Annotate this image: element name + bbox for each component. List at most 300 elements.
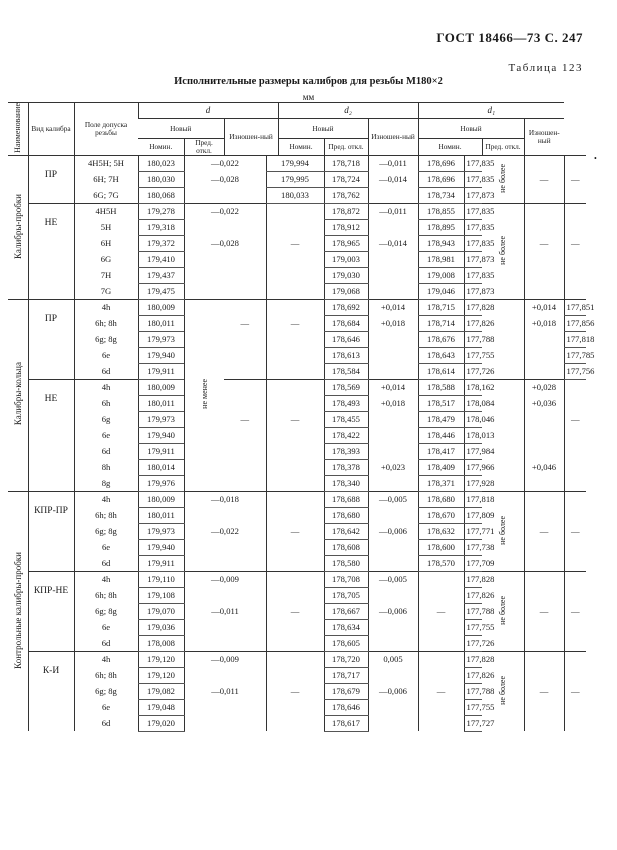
- d1-nominal: 177,835: [464, 203, 482, 219]
- d2-nominal: 178,684: [324, 315, 368, 331]
- d-nominal: 179,973: [138, 331, 184, 347]
- d2-nominal: 178,646: [324, 331, 368, 347]
- d-worn: [266, 475, 324, 491]
- d2-nominal: 178,646: [324, 699, 368, 715]
- d-pred: —: [240, 414, 250, 424]
- d2-worn: 178,696: [418, 155, 464, 171]
- d2-nominal: 178,720: [324, 651, 368, 667]
- d1-nominal: 177,873: [464, 283, 482, 299]
- table-row: [8, 203, 586, 219]
- d-worn: [266, 651, 324, 667]
- d2-pred: —0,005: [368, 571, 418, 587]
- col-d2-nomin: Номин.: [278, 139, 324, 155]
- d1-worn: —: [564, 683, 586, 699]
- d2-worn: 178,600: [418, 539, 464, 555]
- d-nominal: 179,120: [138, 667, 184, 683]
- d-nominal: 179,108: [138, 587, 184, 603]
- d2-worn: [418, 571, 464, 587]
- col-d-nomin: Номин.: [138, 139, 184, 155]
- d2-worn: 178,614: [418, 363, 464, 379]
- col-d1-nomin: Номин.: [418, 139, 482, 155]
- d2-pred: [368, 539, 418, 555]
- d2-pred: [368, 347, 418, 363]
- d-nominal: 180,009: [138, 299, 184, 315]
- d-worn: [266, 219, 324, 235]
- table-row: [8, 331, 586, 347]
- d2-worn: 178,570: [418, 555, 464, 571]
- d-pred: [184, 507, 266, 523]
- tolerance-field: 7H: [74, 267, 138, 283]
- d-worn: [266, 587, 324, 603]
- d2-nominal: 178,393: [324, 443, 368, 459]
- d2-pred: +0,014: [368, 299, 418, 315]
- d1-worn: [564, 267, 586, 283]
- tolerance-field: 7G: [74, 283, 138, 299]
- d1-pred: +0,036: [524, 395, 564, 411]
- d-nominal: 180,014: [138, 459, 184, 475]
- d2-nominal: 178,680: [324, 507, 368, 523]
- d-worn: [266, 507, 324, 523]
- calibre-type: ПР: [28, 299, 74, 379]
- d1-pred: —: [524, 171, 564, 187]
- d1-worn: [564, 619, 586, 635]
- d1-worn: [564, 187, 586, 203]
- d2-worn: 179,046: [418, 283, 464, 299]
- d1-pred: +0,028: [524, 379, 564, 395]
- d-worn: 179,995: [266, 171, 324, 187]
- d2-pred: +0,014: [368, 379, 418, 395]
- col-d2: d₂: [278, 103, 418, 119]
- d1-worn: —: [564, 523, 586, 539]
- d2-worn: 178,895: [418, 219, 464, 235]
- d2-worn: 178,676: [418, 331, 464, 347]
- d2-pred: [368, 715, 418, 731]
- d-nominal: 179,278: [138, 203, 184, 219]
- d-worn: [266, 251, 324, 267]
- d-worn: —: [266, 235, 324, 251]
- tolerance-field: 6h; 8h: [74, 667, 138, 683]
- d-pred: —0,022: [184, 155, 266, 171]
- d1-nominal: 177,966: [464, 459, 482, 475]
- d1-pred: +0,018: [524, 315, 564, 331]
- d1-worn: [564, 475, 586, 491]
- d2-worn: 178,715: [418, 299, 464, 315]
- note-ne-bolee: не более: [482, 491, 524, 571]
- units-label: мм: [302, 92, 315, 102]
- d2-pred: 0,005: [368, 651, 418, 667]
- d1-worn: [564, 379, 586, 395]
- d1-nominal: 177,738: [464, 539, 482, 555]
- d-pred: —0,009: [184, 651, 266, 667]
- d1-worn: [564, 715, 586, 731]
- d-pred: —0,022: [184, 523, 266, 539]
- d1-pred: [524, 667, 564, 683]
- d1-worn: [564, 459, 586, 475]
- d-worn: [266, 619, 324, 635]
- d-nominal: 180,068: [138, 187, 184, 203]
- table-row: [8, 363, 586, 379]
- d-nominal: 179,911: [138, 363, 184, 379]
- d2-pred: [368, 363, 418, 379]
- d1-worn: [564, 699, 586, 715]
- d1-worn: [564, 491, 586, 507]
- tolerance-field: 4H5H; 5H: [74, 155, 138, 171]
- col-d2-novyi: Новый: [278, 119, 368, 139]
- calibre-type: КПР-ПР: [28, 491, 74, 571]
- d2-nominal: 178,608: [324, 539, 368, 555]
- d2-nominal: 178,965: [324, 235, 368, 251]
- d1-pred: —: [524, 523, 564, 539]
- tolerance-field: 4H5H: [74, 203, 138, 219]
- col-vid-kalibra: Вид калибра: [28, 103, 74, 156]
- d1-worn: [564, 251, 586, 267]
- d-pred: [224, 427, 266, 443]
- d2-worn: 178,632: [418, 523, 464, 539]
- d-pred: [184, 251, 266, 267]
- d1-pred: —: [524, 683, 564, 699]
- d1-nominal: 177,835: [464, 171, 482, 187]
- d1-nominal: 177,726: [464, 635, 482, 651]
- d1-pred: —: [524, 235, 564, 251]
- tolerance-field: 6h; 8h: [74, 315, 138, 331]
- d2-pred: [368, 331, 418, 347]
- d-worn: [266, 299, 324, 315]
- d-pred: [184, 619, 266, 635]
- d-nominal: 180,011: [138, 315, 184, 331]
- d2-worn: [418, 651, 464, 667]
- d-nominal: 179,475: [138, 283, 184, 299]
- d-nominal: 180,011: [138, 395, 184, 411]
- table-row: [8, 459, 586, 475]
- d-pred: [224, 363, 266, 379]
- tolerance-field: 6g; 8g: [74, 603, 138, 619]
- d2-pred: —0,014: [368, 171, 418, 187]
- table-row: [8, 491, 586, 507]
- d1-nominal: 177,828: [464, 571, 482, 587]
- tolerance-field: 6g: [74, 411, 138, 427]
- tolerance-field: 6d: [74, 443, 138, 459]
- d1-nominal: 177,771: [464, 523, 482, 539]
- d1-pred: [524, 267, 564, 283]
- d1-worn: [564, 555, 586, 571]
- d-worn: —: [266, 315, 324, 331]
- d-pred: [224, 459, 266, 475]
- d1-worn: [564, 571, 586, 587]
- d-pred: —0,022: [184, 203, 266, 219]
- d2-nominal: 178,617: [324, 715, 368, 731]
- d2-nominal: 178,613: [324, 347, 368, 363]
- tolerance-field: 6e: [74, 427, 138, 443]
- table-row: [8, 155, 586, 171]
- d1-nominal: 177,726: [464, 363, 482, 379]
- d2-pred: +0,018: [368, 395, 418, 411]
- d-nominal: 179,120: [138, 651, 184, 667]
- tolerance-field: 6H: [74, 235, 138, 251]
- d1-worn: [564, 427, 586, 443]
- table-row: [8, 411, 586, 427]
- table-row: [8, 299, 586, 315]
- col-d1-pred: Пред. откл.: [482, 139, 524, 155]
- margin-bullet: •: [594, 154, 597, 163]
- d2-worn: [418, 715, 464, 731]
- d1-pred: [524, 283, 564, 299]
- d1-nominal: 177,835: [464, 267, 482, 283]
- d2-pred: —0,006: [368, 523, 418, 539]
- table-row: [8, 379, 586, 395]
- d2-pred: [368, 251, 418, 267]
- d-pred: [184, 539, 266, 555]
- d-nominal: 180,009: [138, 379, 184, 395]
- d2-pred: [368, 699, 418, 715]
- tolerance-field: 6G: [74, 251, 138, 267]
- d-pred: —0,018: [184, 491, 266, 507]
- d2-nominal: 178,692: [324, 299, 368, 315]
- d2-nominal: 178,717: [324, 667, 368, 683]
- calibre-type: НЕ: [28, 379, 74, 491]
- d-nominal: 180,009: [138, 491, 184, 507]
- tolerance-field: 6h: [74, 395, 138, 411]
- d1-pred: [524, 555, 564, 571]
- d1-nominal: 177,835: [464, 235, 482, 251]
- d1-pred: [524, 539, 564, 555]
- d2-nominal: 178,580: [324, 555, 368, 571]
- d1-pred: [524, 507, 564, 523]
- d1-worn: —: [564, 411, 586, 427]
- d-worn: [266, 203, 324, 219]
- d2-nominal: 179,003: [324, 251, 368, 267]
- d1-pred: [524, 699, 564, 715]
- d-pred: [184, 219, 266, 235]
- d2-pred: [368, 219, 418, 235]
- d1-worn: [564, 283, 586, 299]
- d-worn: [266, 539, 324, 555]
- d1-nominal: 177,984: [464, 443, 482, 459]
- calibre-type: НЕ: [28, 203, 74, 299]
- d1-nominal: 177,828: [464, 299, 482, 315]
- d1-nominal: 178,084: [464, 395, 482, 411]
- d2-worn: 178,446: [418, 427, 464, 443]
- d1-worn: —: [564, 603, 586, 619]
- table-row: [8, 475, 586, 491]
- tolerance-field: 6g; 8g: [74, 683, 138, 699]
- d-worn: 180,033: [266, 187, 324, 203]
- table-row: [8, 651, 586, 667]
- d2-worn: —: [418, 603, 464, 619]
- tolerance-field: 4h: [74, 379, 138, 395]
- d-nominal: 179,036: [138, 619, 184, 635]
- d1-nominal: 177,826: [464, 667, 482, 683]
- table-row: [8, 427, 586, 443]
- d1-pred: +0,046: [524, 459, 564, 475]
- d2-pred: [368, 283, 418, 299]
- tolerance-field: 6d: [74, 635, 138, 651]
- d1-pred: [524, 635, 564, 651]
- d1-pred: +0,014: [524, 299, 564, 315]
- d2-worn: 178,696: [418, 171, 464, 187]
- d-pred: [184, 267, 266, 283]
- d1-pred: [524, 363, 564, 379]
- d2-worn: 178,855: [418, 203, 464, 219]
- tolerance-field: 4h: [74, 651, 138, 667]
- group-label: Калибры-кольца: [8, 299, 28, 491]
- d-nominal: 179,973: [138, 411, 184, 427]
- d2-worn: 178,371: [418, 475, 464, 491]
- d2-pred: [368, 635, 418, 651]
- d2-worn: [418, 587, 464, 603]
- d2-worn: 178,714: [418, 315, 464, 331]
- tolerance-field: 6d: [74, 363, 138, 379]
- note-ne-bolee: не более: [482, 651, 524, 731]
- col-d1: d₁: [418, 103, 564, 119]
- d2-worn: [418, 699, 464, 715]
- group-label: Калибры-пробки: [8, 155, 28, 299]
- table-row: [8, 571, 586, 587]
- d-worn: [266, 667, 324, 683]
- d-nominal: 179,973: [138, 523, 184, 539]
- col-d-novyi: Новый: [138, 119, 224, 139]
- d1-pred: [524, 651, 564, 667]
- d1-pred: [524, 187, 564, 203]
- d-pred: [224, 379, 266, 395]
- d-worn: [266, 283, 324, 299]
- tolerance-field: 8g: [74, 475, 138, 491]
- d-worn: [266, 331, 324, 347]
- d1-worn: [564, 667, 586, 683]
- note-ne-bolee: не более: [482, 571, 524, 651]
- d-nominal: 180,030: [138, 171, 184, 187]
- d1-pred: [524, 347, 564, 363]
- d1-pred: [524, 155, 564, 171]
- d2-nominal: 178,422: [324, 427, 368, 443]
- d-nominal: 179,940: [138, 539, 184, 555]
- d1-pred: [524, 475, 564, 491]
- d-worn: [266, 347, 324, 363]
- d2-worn: 178,981: [418, 251, 464, 267]
- d2-nominal: 179,068: [324, 283, 368, 299]
- d-nominal: 179,410: [138, 251, 184, 267]
- d1-pred: [524, 331, 564, 347]
- d-worn: 179,994: [266, 155, 324, 171]
- d2-worn: 178,417: [418, 443, 464, 459]
- d-pred: [224, 475, 266, 491]
- d-nominal: 179,070: [138, 603, 184, 619]
- d-pred: [184, 587, 266, 603]
- d2-worn: 178,943: [418, 235, 464, 251]
- d2-pred: —0,006: [368, 683, 418, 699]
- d1-pred: —: [524, 603, 564, 619]
- d-nominal: 179,976: [138, 475, 184, 491]
- d1-worn: 177,856: [564, 315, 586, 331]
- d1-worn: [564, 203, 586, 219]
- d2-pred: —0,011: [368, 155, 418, 171]
- d2-nominal: 178,705: [324, 587, 368, 603]
- d-worn: [266, 491, 324, 507]
- d-pred: [224, 395, 266, 411]
- d-pred: —0,011: [184, 603, 266, 619]
- col-d2-iznosh: Изношен-ный: [368, 119, 418, 156]
- d2-nominal: 178,455: [324, 411, 368, 427]
- d-worn: [266, 379, 324, 395]
- d1-worn: [564, 395, 586, 411]
- d2-pred: [368, 555, 418, 571]
- d1-pred: [524, 587, 564, 603]
- tolerance-field: 4h: [74, 299, 138, 315]
- d2-nominal: 178,378: [324, 459, 368, 475]
- d1-pred: [524, 411, 564, 427]
- d2-nominal: 178,688: [324, 491, 368, 507]
- d-pred: [184, 283, 266, 299]
- d2-pred: [368, 667, 418, 683]
- d1-worn: 177,851: [564, 299, 586, 315]
- d-nominal: 179,437: [138, 267, 184, 283]
- d1-pred: [524, 219, 564, 235]
- d2-worn: [418, 619, 464, 635]
- d2-pred: [368, 443, 418, 459]
- tolerance-field: 6h; 8h: [74, 587, 138, 603]
- d1-nominal: 178,046: [464, 411, 482, 427]
- d2-pred: —0,014: [368, 235, 418, 251]
- d1-pred: [524, 203, 564, 219]
- d1-nominal: 178,013: [464, 427, 482, 443]
- d2-worn: [418, 667, 464, 683]
- tolerance-field: 6h; 8h: [74, 507, 138, 523]
- d1-nominal: 177,873: [464, 187, 482, 203]
- d2-worn: 178,479: [418, 411, 464, 427]
- d2-worn: 178,734: [418, 187, 464, 203]
- note-ne-bolee: не более: [482, 155, 524, 203]
- d-pred: [224, 347, 266, 363]
- d2-nominal: 178,762: [324, 187, 368, 203]
- d2-nominal: 178,912: [324, 219, 368, 235]
- d2-worn: 178,409: [418, 459, 464, 475]
- d-nominal: 179,911: [138, 555, 184, 571]
- tolerance-field: 6e: [74, 539, 138, 555]
- d2-pred: [368, 475, 418, 491]
- d2-nominal: 178,605: [324, 635, 368, 651]
- d-pred: —0,028: [184, 171, 266, 187]
- d2-nominal: 178,493: [324, 395, 368, 411]
- col-pole-dopuska: Поле допуска резьбы: [74, 103, 138, 156]
- d2-pred: [368, 427, 418, 443]
- d1-worn: 177,818: [564, 331, 586, 347]
- d1-worn: [564, 651, 586, 667]
- col-d2-pred: Пред. откл.: [324, 139, 368, 155]
- d2-pred: [368, 507, 418, 523]
- d2-nominal: 178,667: [324, 603, 368, 619]
- d1-pred: [524, 619, 564, 635]
- tolerance-field: 6g; 8g: [74, 523, 138, 539]
- d-worn: —: [266, 523, 324, 539]
- d-pred: [184, 667, 266, 683]
- d1-worn: [564, 443, 586, 459]
- d1-nominal: 177,928: [464, 475, 482, 491]
- d1-nominal: 177,826: [464, 587, 482, 603]
- d1-pred: [524, 427, 564, 443]
- d1-worn: [564, 635, 586, 651]
- table-row: [8, 443, 586, 459]
- table-title: Исполнительные размеры калибров для резьбы М180×2: [174, 76, 443, 87]
- d-pred: [184, 715, 266, 731]
- d2-worn: 178,643: [418, 347, 464, 363]
- d2-worn: 178,680: [418, 491, 464, 507]
- d-pred: [224, 331, 266, 347]
- d1-worn: [564, 539, 586, 555]
- calibre-type: К-И: [28, 651, 74, 731]
- d2-worn: 178,588: [418, 379, 464, 395]
- table-number: Таблица 123: [508, 62, 583, 74]
- d2-nominal: 178,569: [324, 379, 368, 395]
- d1-pred: [524, 251, 564, 267]
